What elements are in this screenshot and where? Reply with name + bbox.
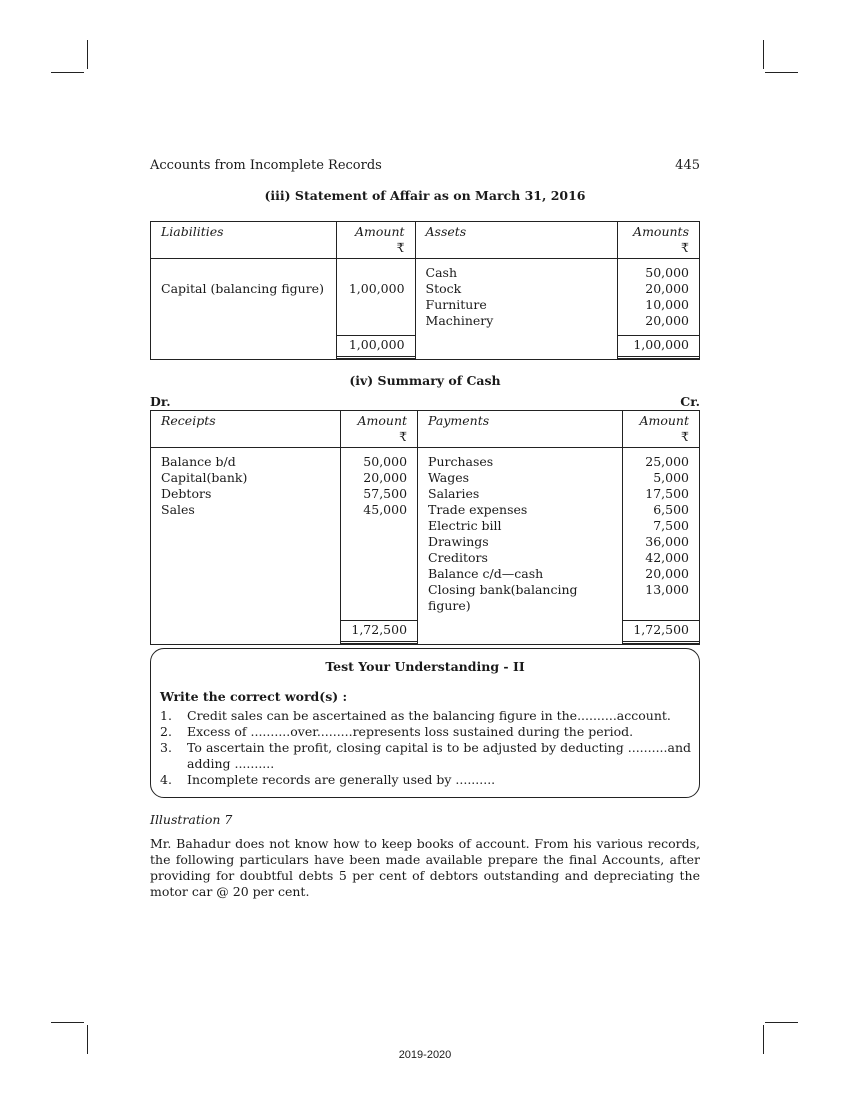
column-header: Amounts ₹ bbox=[618, 222, 700, 259]
payment-amount: 7,500 bbox=[623, 518, 700, 534]
table-row bbox=[151, 518, 700, 534]
receipt-label: Balance b/d bbox=[151, 454, 341, 470]
asset-amount: 20,000 bbox=[618, 313, 700, 329]
rupee-symbol: ₹ bbox=[681, 240, 689, 255]
payment-amount: 42,000 bbox=[623, 550, 700, 566]
debit-label: Dr. bbox=[150, 394, 171, 409]
payment-label: Closing bank(balancing figure) bbox=[418, 582, 623, 614]
payment-label: Creditors bbox=[418, 550, 623, 566]
box-subtitle: Write the correct word(s) : bbox=[160, 689, 348, 704]
column-header: Amount ₹ bbox=[623, 411, 700, 448]
box-title: Test Your Understanding - II bbox=[325, 659, 525, 674]
footer-year: 2019-2020 bbox=[398, 1049, 452, 1061]
running-header: Accounts from Incomplete Records bbox=[150, 158, 382, 173]
table-row bbox=[151, 265, 700, 281]
asset-amount: 50,000 bbox=[618, 265, 700, 281]
credit-label: Cr. bbox=[680, 394, 700, 409]
table-row bbox=[151, 486, 700, 502]
crop-mark bbox=[87, 40, 88, 69]
illustration-label: Illustration 7 bbox=[150, 812, 233, 827]
asset-amount: 20,000 bbox=[618, 281, 700, 297]
table-row bbox=[151, 550, 700, 566]
receipt-label: Capital(bank) bbox=[151, 470, 341, 486]
list-item: 2. Excess of ..........over.........represents loss sustained during the period. bbox=[160, 724, 634, 739]
receipt-amount: 20,000 bbox=[341, 470, 418, 486]
crop-mark bbox=[765, 72, 798, 73]
list-item: 3. To ascertain the profit, closing capital is to be adjusted by deducting ..........and adding .......... bbox=[160, 740, 691, 771]
illustration-text: Mr. Bahadur does not know how to keep books of account. From his various records, the following particulars have been made available prepare the final Accounts, after providing for doubtful debts 5 per cent of debtors outstanding and depreciating the motor car @ 20 per cent. bbox=[150, 836, 700, 899]
total-left: 1,72,500 bbox=[341, 620, 417, 644]
payment-amount: 36,000 bbox=[623, 534, 700, 550]
column-header: Liabilities bbox=[151, 222, 337, 259]
rupee-symbol: ₹ bbox=[396, 240, 405, 255]
total-row bbox=[151, 335, 700, 360]
receipt-label: Debtors bbox=[151, 486, 341, 502]
liability-label: Capital (balancing figure) bbox=[151, 281, 337, 297]
table-row bbox=[151, 297, 700, 313]
column-header: Payments bbox=[418, 411, 623, 448]
payment-label: Balance c/d—cash bbox=[418, 566, 623, 582]
table-row bbox=[151, 582, 700, 614]
receipt-label: Sales bbox=[151, 502, 341, 518]
payment-amount: 6,500 bbox=[623, 502, 700, 518]
total-left: 1,00,000 bbox=[337, 335, 415, 359]
list-item: 4. Incomplete records are generally used by .......... bbox=[160, 772, 496, 787]
crop-mark bbox=[51, 72, 84, 73]
table-row bbox=[151, 281, 700, 297]
page-number: 445 bbox=[675, 158, 700, 173]
table-row bbox=[151, 566, 700, 582]
total-row bbox=[151, 620, 700, 645]
payment-label: Salaries bbox=[418, 486, 623, 502]
payment-label: Trade expenses bbox=[418, 502, 623, 518]
table-row bbox=[151, 502, 700, 518]
payment-label: Drawings bbox=[418, 534, 623, 550]
payment-label: Electric bill bbox=[418, 518, 623, 534]
asset-label: Cash bbox=[415, 265, 617, 281]
table-row bbox=[151, 454, 700, 470]
asset-label: Stock bbox=[415, 281, 617, 297]
table-row bbox=[151, 313, 700, 329]
list-item: 1. Credit sales can be ascertained as the balancing figure in the..........account. bbox=[160, 708, 671, 723]
column-header: Assets bbox=[415, 222, 617, 259]
table-header-row bbox=[151, 222, 700, 259]
column-header: Amount ₹ bbox=[341, 411, 418, 448]
column-header: Receipts bbox=[151, 411, 341, 448]
payment-amount: 25,000 bbox=[623, 454, 700, 470]
table-row bbox=[151, 534, 700, 550]
crop-mark bbox=[765, 1022, 798, 1023]
payment-amount: 20,000 bbox=[623, 566, 700, 582]
total-right: 1,72,500 bbox=[623, 620, 699, 644]
crop-mark bbox=[51, 1022, 84, 1023]
payment-label: Purchases bbox=[418, 454, 623, 470]
receipt-amount: 57,500 bbox=[341, 486, 418, 502]
rupee-symbol: ₹ bbox=[399, 429, 408, 444]
table-row bbox=[151, 470, 700, 486]
payment-amount: 5,000 bbox=[623, 470, 700, 486]
payment-amount: 13,000 bbox=[623, 582, 700, 614]
table-header-row bbox=[151, 411, 700, 448]
cash-summary-title: (iv) Summary of Cash bbox=[349, 373, 501, 388]
column-header: Amount ₹ bbox=[336, 222, 415, 259]
payment-amount: 17,500 bbox=[623, 486, 700, 502]
receipt-amount: 50,000 bbox=[341, 454, 418, 470]
receipt-amount: 45,000 bbox=[341, 502, 418, 518]
asset-label: Machinery bbox=[415, 313, 617, 329]
question-list bbox=[151, 708, 699, 788]
statement-table bbox=[150, 221, 700, 360]
crop-mark bbox=[763, 40, 764, 69]
total-right: 1,00,000 bbox=[618, 335, 699, 359]
liability-amount: 1,00,000 bbox=[336, 281, 415, 297]
asset-label: Furniture bbox=[415, 297, 617, 313]
statement-title: (iii) Statement of Affair as on March 31, 2016 bbox=[264, 188, 586, 203]
asset-amount: 10,000 bbox=[618, 297, 700, 313]
test-your-understanding-box bbox=[150, 648, 700, 798]
payment-label: Wages bbox=[418, 470, 623, 486]
cash-summary-table bbox=[150, 410, 700, 645]
rupee-symbol: ₹ bbox=[681, 429, 689, 444]
